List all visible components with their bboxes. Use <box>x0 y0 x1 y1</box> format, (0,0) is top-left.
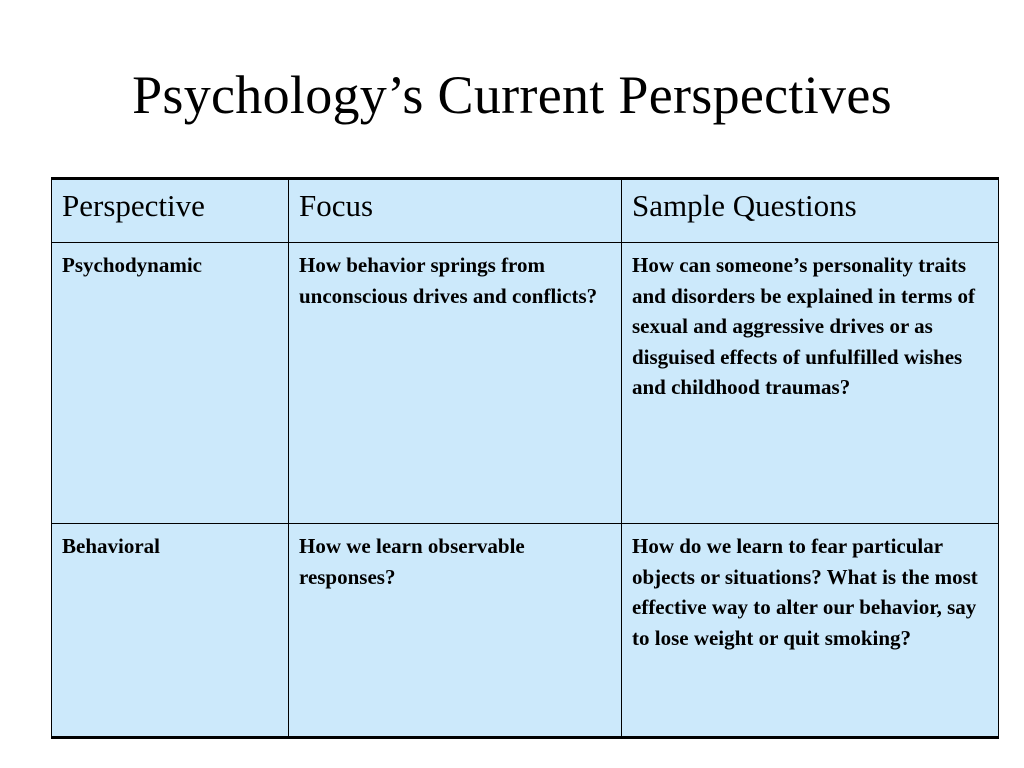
cell-focus: How we learn observable responses? <box>289 524 622 738</box>
header-perspective: Perspective <box>52 179 289 243</box>
cell-perspective: Psychodynamic <box>52 243 289 524</box>
perspectives-table <box>51 177 999 739</box>
table-row <box>52 243 999 524</box>
table-row <box>52 524 999 738</box>
slide-title: Psychology’s Current Perspectives <box>132 65 892 125</box>
cell-sample-questions: How can someone’s personality traits and disorders be explained in terms of sexual and aggressive drives or as disguised effects of unfulfilled wishes and childhood traumas? <box>622 243 999 524</box>
cell-perspective: Behavioral <box>52 524 289 738</box>
header-focus: Focus <box>289 179 622 243</box>
cell-focus: How behavior springs from unconscious drives and conflicts? <box>289 243 622 524</box>
table-header-row <box>52 179 999 243</box>
cell-sample-questions: How do we learn to fear particular objects or situations? What is the most effective way to alter our behavior, say to lose weight or quit smoking? <box>622 524 999 738</box>
header-sample-questions: Sample Questions <box>622 179 999 243</box>
